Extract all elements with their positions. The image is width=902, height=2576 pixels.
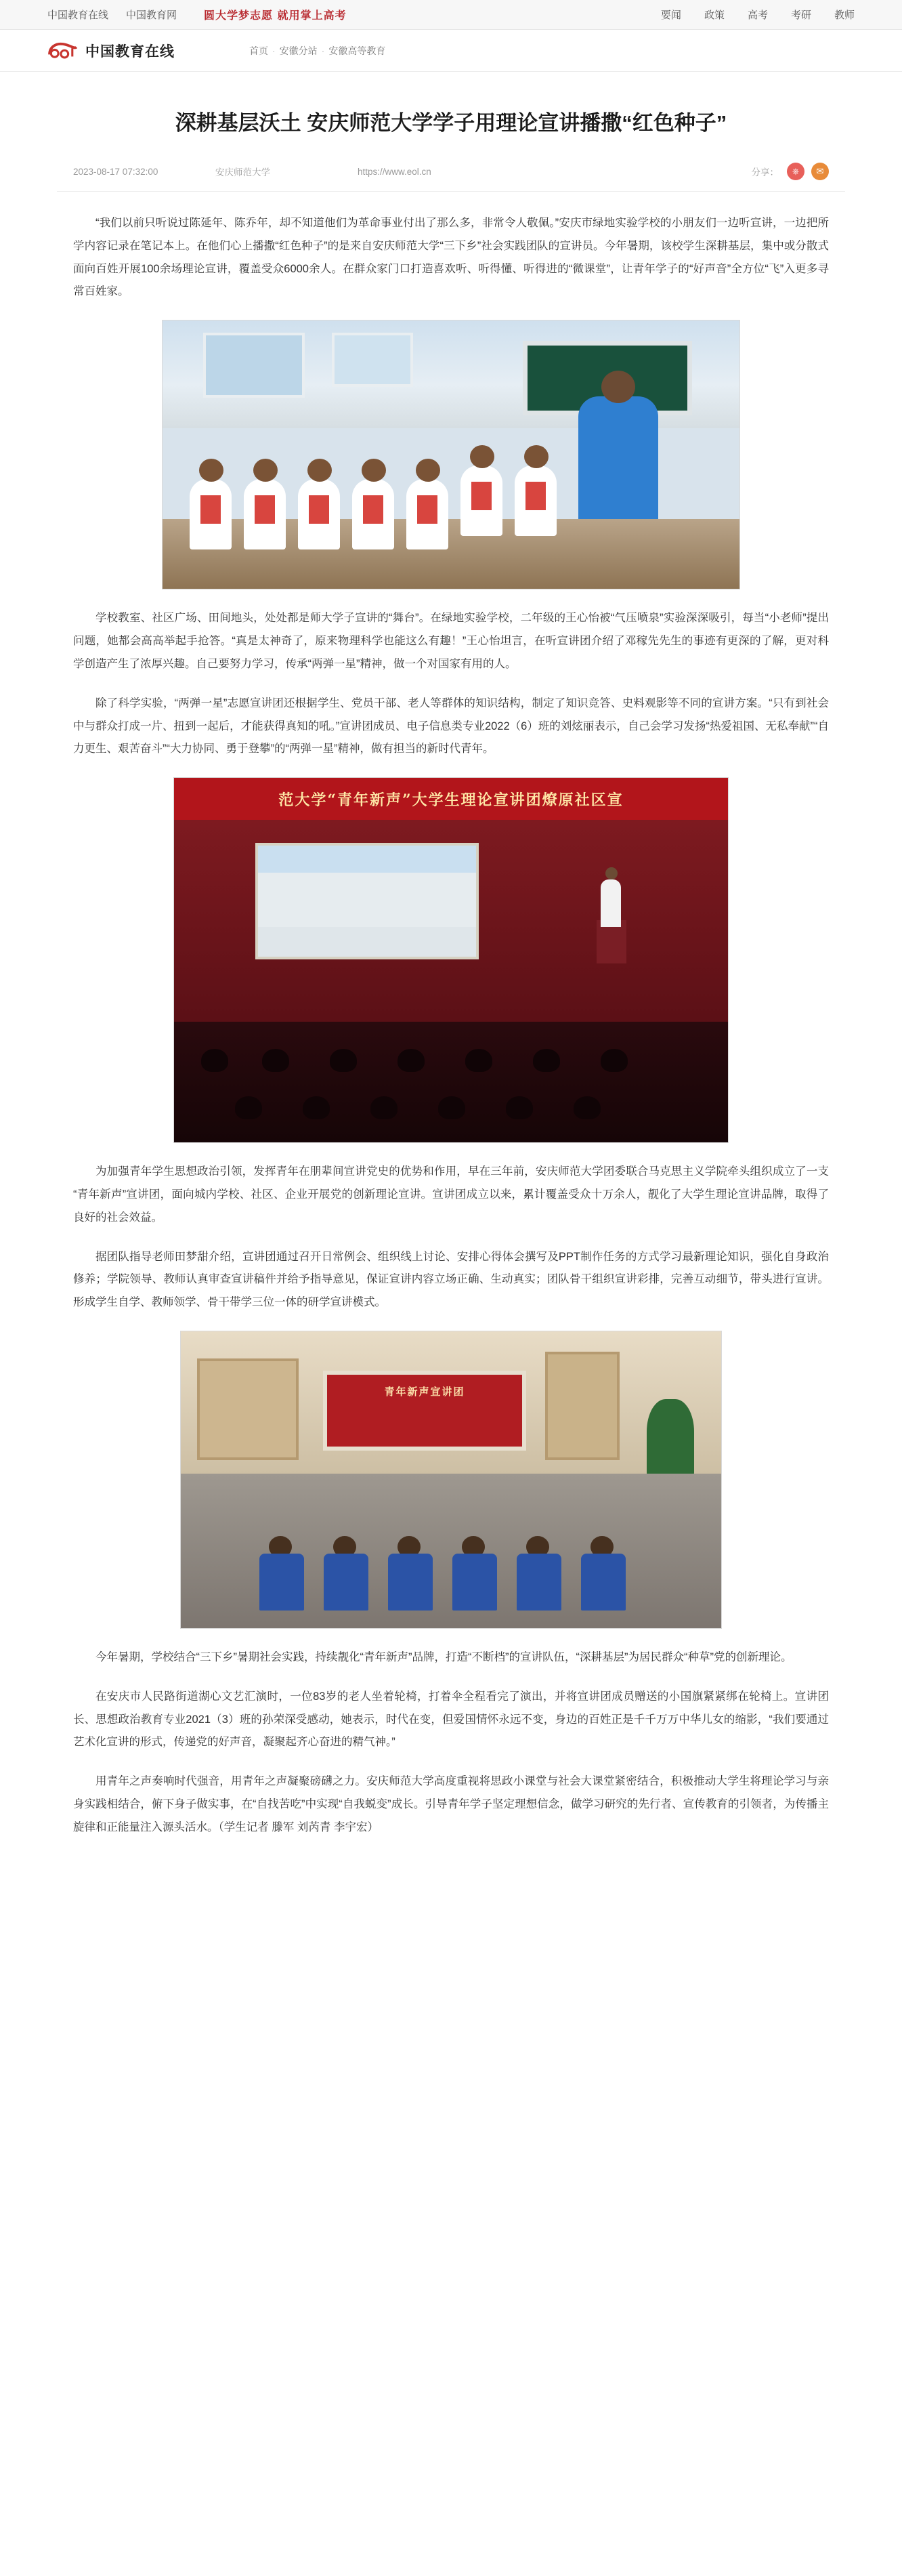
share-icon-group: [787, 163, 829, 180]
paragraph: 据团队指导老师田梦甜介绍，宣讲团通过召开日常例会、组织线上讨论、安排心得体会撰写及PPT制作任务的方式学习最新理论知识，强化自身政治修养；学院领导、教师认真审查宣讲稿件并给予指导意见，保证宣讲内容立场正确、生动真实；团队骨干组织宣讲彩排，完善互动细节，带头进行宣讲。形成学生自学、教师领学、骨干带学三位一体的研学宣讲模式。: [73, 1250, 829, 1309]
photo-classroom-experiment: [162, 320, 740, 589]
topbar-link-eol-online[interactable]: 中国教育在线: [47, 9, 109, 21]
photo-community-lecture-room: [180, 1331, 722, 1629]
page-title: 深耕基层沃土 安庆师范大学学子用理论宣讲播撒“红色种子”: [175, 111, 727, 135]
wechat-icon[interactable]: ✉: [811, 163, 829, 180]
top-navigation-bar: [0, 0, 902, 30]
figure-community-lecture-room: [73, 1331, 829, 1629]
topbar-link-teacher[interactable]: 教师: [834, 9, 855, 21]
article-url: https://www.eol.cn: [358, 166, 431, 177]
article-meta: [57, 163, 845, 192]
room-board-text: 青年新声宣讲团: [384, 1386, 465, 1398]
topbar-link-policy[interactable]: 政策: [704, 9, 725, 21]
topbar-link-gaokao[interactable]: 高考: [747, 9, 768, 21]
breadcrumb-item-anhui-higher-edu[interactable]: 安徽高等教育: [328, 45, 386, 56]
breadcrumb-item-home[interactable]: 首页: [249, 45, 268, 56]
breadcrumb-separator-icon: ·: [321, 45, 325, 56]
publish-timestamp: 2023-08-17 07:32:00: [73, 166, 158, 177]
article-container: [47, 107, 855, 1867]
stage-banner-text: 范大学“青年新声”大学生理论宣讲团燎原社区宣: [174, 778, 728, 820]
paragraph: 为加强青年学生思想政治引领，发挥青年在朋辈间宣讲党史的优势和作用，早在三年前，安庆师范大学团委联合马克思主义学院牵头组织成立了一支“青年新声”宣讲团，面向城内学校、社区、企业开展党的创新理论宣讲。宣讲团成立以来，累计覆盖受众十万余人，靓化了大学生理论宣讲品牌，取得了良好的社会效益。: [73, 1165, 829, 1224]
topbar-left-links: [47, 7, 347, 22]
topbar-link-eol-net[interactable]: 中国教育网: [126, 9, 177, 21]
paragraph: 学校教室、社区广场、田间地头，处处都是师大学子宣讲的“舞台”。在绿地实验学校，二年级的王心怡被“气压喷泉”实验深深吸引，每当“小老师”提出问题，她都会高高举起手抢答。“真是太神奇了，原来物理科学也能这么有趣！”王心怡坦言，在听宣讲团介绍了邓稼先先生的事迹有更深的了解，更对科学创造产生了浓厚兴趣。自己要努力学习，传承“两弹一星”精神，做一个对国家有用的人。: [73, 612, 829, 670]
paragraph: “我们以前只听说过陈延年、陈乔年，却不知道他们为革命事业付出了那么多，非常令人敬佩。”安庆市绿地实验学校的小朋友们一边听宣讲，一边把所学内容记录在笔记本上。在他们心上播撒“红色种子”的是来自安庆师范大学“三下乡”社会实践团队的宣讲员。今年暑期，该校学生深耕基层，集中或分散式面向百姓开展100余场理论宣讲，覆盖受众6000余人。在群众家门口打造喜欢听、听得懂、听得进的“微课堂”，让青年学子的“好声音”全方位“飞”入更多寻常百姓家。: [73, 217, 829, 298]
article-source: 安庆师范大学: [215, 167, 270, 178]
share-label: 分享：: [751, 167, 779, 178]
figure-lecture-hall-stage: [73, 777, 829, 1143]
paragraph: 用青年之声奏响时代强音，用青年之声凝聚磅礴之力。安庆师范大学高度重视将思政小课堂与社会大课堂紧密结合，积极推动大学生将理论学习与亲身实践相结合，俯下身子做实事，在“自找苦吃”中实现“自我蜕变”成长。引导青年学子坚定理想信念，做学习研究的先行者、宣传教育的引领者，为传播主旋律和正能量注入源头活水。（学生记者 滕军 刘芮青 李宇宏）: [73, 1775, 829, 1833]
eol-logo-icon: [47, 41, 79, 61]
breadcrumb-item-anhui[interactable]: 安徽分站: [279, 45, 318, 56]
figure-classroom-experiment: [73, 320, 829, 589]
weibo-icon[interactable]: ⎈: [787, 163, 804, 180]
paragraph: 除了科学实验，“两弹一星”志愿宣讲团还根据学生、党员干部、老人等群体的知识结构，制定了知识竞答、史料观影等不同的宣讲方案。“只有到社会中与群众打成一片、扭到一起后，才能获得真知的吼。”宣讲团成员、电子信息类专业2022（6）班的刘炫丽表示，自己会学习发扬“热爱祖国、无私奉献”“自力更生、艰苦奋斗”“大力协同、勇于登攀”的“两弹一星”精神，做有担当的新时代青年。: [73, 697, 829, 755]
article-body: [47, 212, 855, 1840]
paragraph: 在安庆市人民路街道湖心文艺汇演时，一位83岁的老人坐着轮椅，打着伞全程看完了演出，并将宣讲团成员赠送的小国旗紧紧绑在轮椅上。宣讲团长、思想政治教育专业2021（3）班的孙荣深受感动，她表示，时代在变，但爱国情怀永远不变，身边的百姓正是千千万万中华儿女的缩影，“我们要通过艺术化宣讲的形式，传递党的好声音，凝聚起齐心奋进的精气神。”: [73, 1690, 829, 1749]
topbar-link-news[interactable]: 要闻: [660, 9, 681, 21]
topbar-promo-text[interactable]: 圆大学梦志愿 就用掌上高考: [204, 9, 347, 22]
breadcrumb-separator-icon: ·: [272, 45, 276, 56]
topbar-link-kaoyan[interactable]: 考研: [790, 9, 811, 21]
paragraph: 今年暑期，学校结合“三下乡”暑期社会实践，持续靓化“青年新声”品牌，打造“不断档”的宣讲队伍，“深耕基层”为居民群众“种草”党的创新理论。: [95, 1651, 792, 1664]
photo-lecture-hall-stage: [173, 777, 729, 1143]
site-logo[interactable]: [47, 41, 175, 61]
topbar-right-links: [661, 7, 855, 22]
breadcrumb: [249, 44, 385, 58]
site-header: [0, 30, 902, 72]
site-name: 中国教育在线: [85, 43, 175, 60]
